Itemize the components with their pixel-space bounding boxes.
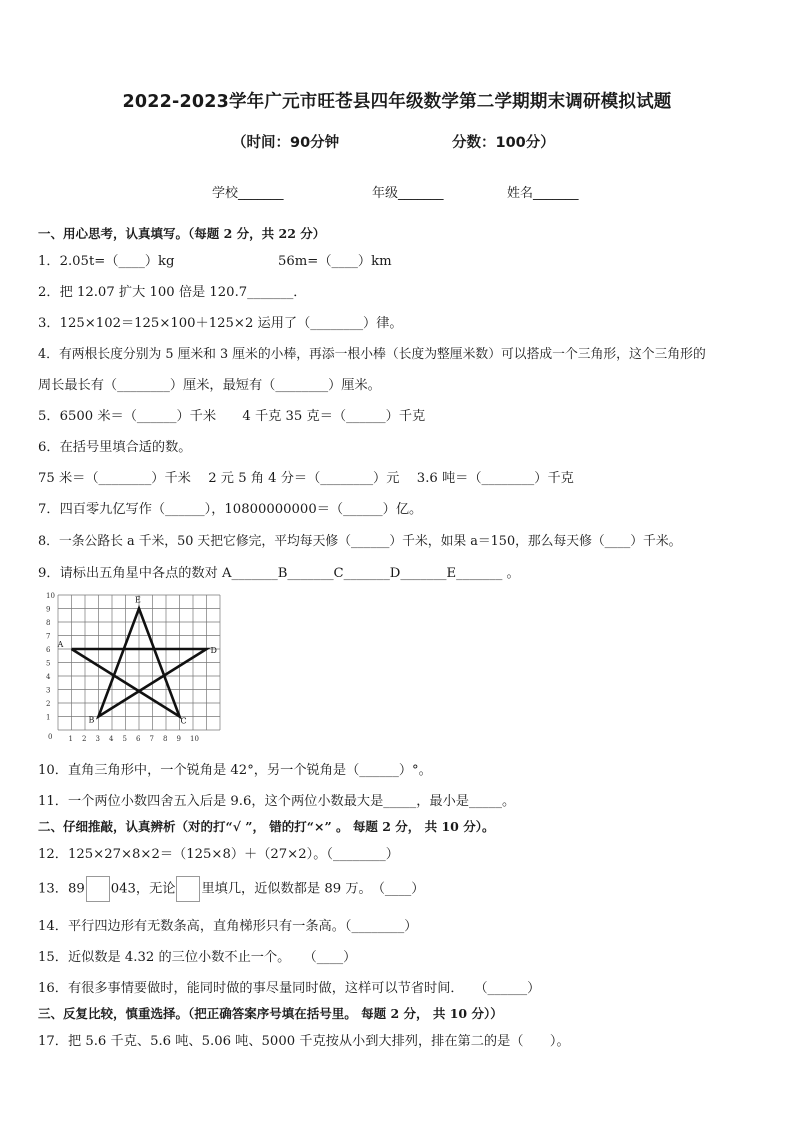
x-tick-label: 8 [163, 735, 168, 743]
exam-time: （时间：90分钟 [232, 135, 340, 151]
question-13-part3: 里填几，近似数都是 89 万。 （____） [201, 881, 425, 897]
question-13-part2: 043，无论 [110, 881, 176, 897]
y-tick-label: 7 [46, 632, 51, 641]
blank-box [86, 876, 110, 902]
origin-label: 0 [48, 733, 53, 741]
question-10: 10．直角三角形中，一个锐角是 42°，另一个锐角是（______）°。 [38, 763, 432, 778]
x-tick-label: 2 [82, 735, 87, 743]
x-tick-label: 3 [95, 735, 100, 743]
question-11: 11．一个两位小数四舍五入后是 9.6，这个两位小数最大是_____，最小是_____。 [38, 794, 516, 809]
question-16: 16．有很多事情要做时，能同时做的事尽量同时做，这样可以节省时间． （______） [38, 981, 541, 996]
blank-box [176, 876, 200, 902]
question-1b: 56m=（____）km [278, 254, 392, 269]
grade-field: 年级_______ [372, 186, 444, 201]
x-tick-label: 5 [122, 735, 127, 743]
question-5: 5．6500 米＝（______）千米 4 千克 35 克＝（______）千克 [38, 409, 426, 424]
question-4-line1: 4．有两根长度分别为 5 厘米和 3 厘米的小棒，再添一根小棒（长度为整厘米数）可以搭成一个三角形，这个三角形的 [38, 347, 706, 362]
question-7: 7．四百零九亿写作（______），10800000000＝（______）亿。 [38, 502, 423, 517]
y-tick-label: 1 [46, 713, 51, 722]
question-9: 9．请标出五角星中各点的数对 A_______B_______C_______D_______E_______ 。 [38, 566, 520, 581]
question-8: 8．一条公路长 a 千米，50 天把它修完，平均每天修（______）千米，如果 a＝150，那么每天修（____）千米。 [38, 534, 682, 549]
school-field: 学校_______ [212, 186, 284, 201]
section-1-heading: 一、用心思考，认真填写。（每题 2 分，共 22 分） [38, 226, 326, 241]
question-12: 12．125×27×8×2＝（125×8）＋（27×2）。（________） [38, 847, 399, 862]
question-6: 6．在括号里填合适的数。 [38, 440, 192, 455]
y-tick-label: 8 [46, 619, 51, 627]
point-label-a: A [57, 640, 64, 649]
y-tick-label: 2 [46, 700, 51, 708]
point-label-b: B [88, 715, 95, 725]
x-tick-label: 1 [68, 735, 73, 743]
x-tick-label: 4 [109, 735, 114, 743]
question-6-items: 75 米＝（________）千米 2 元 5 角 4 分＝（________）元 3.6 吨＝（________）千克 [38, 471, 574, 486]
question-15: 15．近似数是 4.32 的三位小数不止一个。 （____） [38, 950, 357, 965]
star-grid-figure [30, 592, 242, 748]
y-tick-label: 5 [46, 659, 51, 668]
x-tick-label: 10 [190, 735, 199, 743]
question-2: 2．把 12.07 扩大 100 倍是 120.7_______． [38, 285, 307, 300]
name-field: 姓名_______ [507, 186, 579, 201]
question-13-part1: 13．89 [38, 881, 85, 897]
x-tick-label: 6 [136, 735, 141, 743]
x-tick-label: 7 [149, 735, 154, 743]
point-label-d: D [210, 646, 217, 655]
question-14: 14．平行四边形有无数条高，直角梯形只有一条高。（________） [38, 919, 418, 934]
section-3-heading: 三、反复比较，慎重选择。（把正确答案序号填在括号里。 每题 2 分， 共 10 分）） [38, 1006, 503, 1021]
y-tick-label: 6 [46, 646, 51, 654]
y-tick-label: 4 [46, 673, 51, 681]
question-1a: 1．2.05t=（____）kg [38, 254, 175, 269]
exam-score: 分数：100分） [452, 135, 555, 151]
y-tick-label: 3 [46, 686, 51, 695]
question-13 [38, 876, 424, 902]
x-tick-label: 9 [176, 735, 181, 743]
point-label-e: E [135, 595, 141, 605]
point-label-c: C [180, 716, 187, 726]
y-tick-label: 9 [46, 605, 51, 614]
coordinate-grid [58, 595, 220, 730]
question-17: 17．把 5.6 千克、5.6 吨、5.06 吨、5000 千克按从小到大排列，排在第二的是（ ）。 [38, 1034, 570, 1049]
section-2-heading: 二、仔细推敲，认真辨析（对的打“√ ”， 错的打“×” 。 每题 2 分， 共 10 分）。 [38, 819, 495, 834]
question-3: 3．125×102＝125×100＋125×2 运用了（________）律。 [38, 316, 403, 331]
page-title: 2022-2023学年广元市旺苍县四年级数学第二学期期末调研模拟试题 [122, 92, 672, 112]
question-4-line2: 周长最长有（________）厘米，最短有（________）厘米。 [38, 378, 381, 393]
y-tick-label: 10 [46, 592, 55, 600]
